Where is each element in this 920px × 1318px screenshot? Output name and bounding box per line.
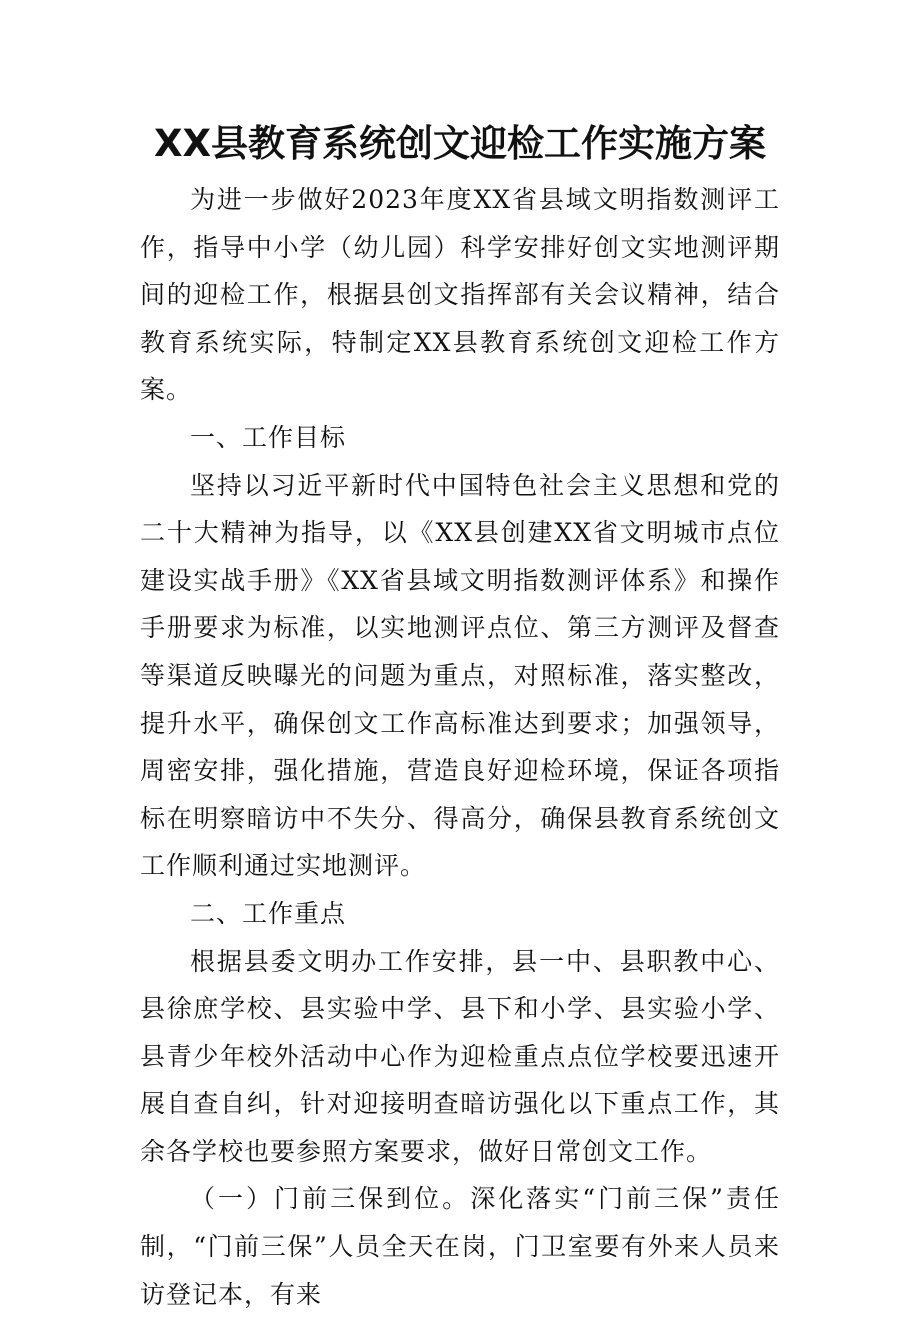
section-heading-goals: 一、工作目标 <box>190 422 347 452</box>
section-heading-focus: 二、工作重点 <box>190 898 347 928</box>
goals-paragraph: 坚持以习近平新时代中国特色社会主义思想和党的二十大精神为指导，以《XX县创建XX省文明城市点位建设实战手册》《XX省县域文明指数测评体系》和操作手册要求为标准，以实地测评点位、第三方测评及督查等渠道反映曝光的问题为重点，对照标准，落实整改，提升水平，确保创文工作高标准达到要求；加强领导，周密安排，强化措施，营造良好迎检环境，保证各项指标在明察暗访中不失分、得高分，确保县教育系统创文工作顺利通过实地测评。 <box>140 470 780 881</box>
intro-paragraph: 为进一步做好2023年度XX省县域文明指数测评工作，指导中小学（幼儿园）科学安排好创文实地测评期间的迎检工作，根据县创文指挥部有关会议精神，结合教育系统实际，特制定XX县教育系统创文迎检工作方案。 <box>140 185 780 405</box>
document-body <box>140 176 780 1318</box>
focus-paragraph: 根据县委文明办工作安排，县一中、县职教中心、县徐庶学校、县实验中学、县下和小学、县实验小学、县青少年校外活动中心作为迎检重点点位学校要迅速开展自查自纠，针对迎接明查暗访强化以下重点工作，其余各学校也要参照方案要求，做好日常创文工作。 <box>140 946 780 1166</box>
document-title: XX县教育系统创文迎检工作实施方案 <box>153 122 767 165</box>
subsection-gate-paragraph: （一）门前三保到位。深化落实“门前三保”责任制，“门前三保”人员全天在岗，门卫室要有外来人员来访登记本，有来 <box>140 1184 780 1309</box>
